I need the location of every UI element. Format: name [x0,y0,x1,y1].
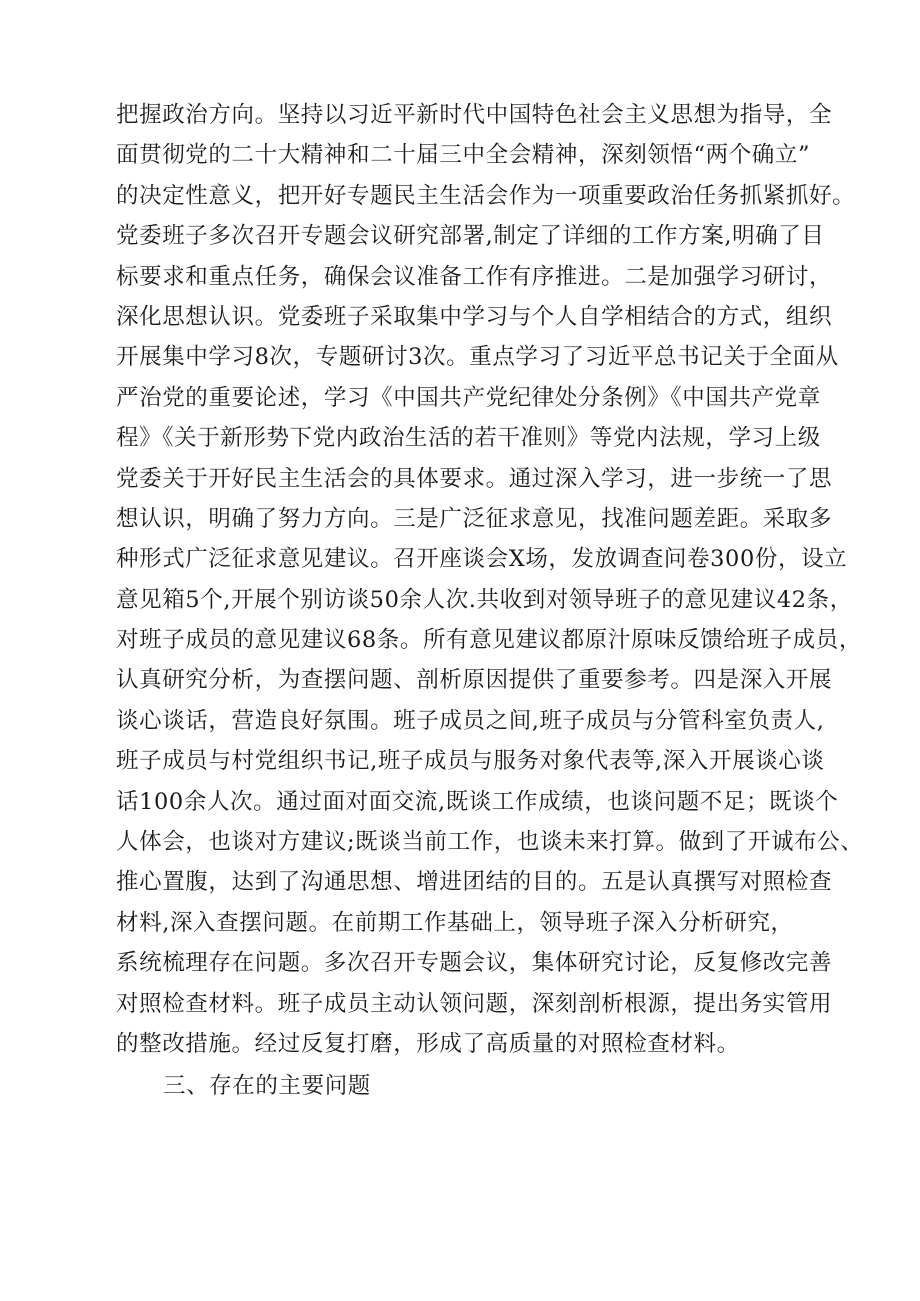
text-line: 谈心谈话，营造良好氛围。班子成员之间,班子成员与分管科室负责人, [116,707,825,734]
body-text [116,95,864,1107]
text-line: 推心置腹，达到了沟通思想、增进团结的目的。五是认真撰写对照检查 [116,869,833,896]
text-line: 党委班子多次召开专题会议研究部署,制定了详细的工作方案,明确了目 [116,223,825,250]
text-line: 的整改措施。经过反复打磨，形成了高质量的对照检查材料。 [116,1030,740,1057]
text-line: 严治党的重要论述，学习《中国共产党纪律处分条例》《中国共产党章 [116,384,821,411]
text-line: 意见箱5个,开展个别访谈50余人次.共收到对领导班子的意见建议42条， [116,586,853,613]
text-line: 材料,深入查摆问题。在前期工作基础上，领导班子深入分析研究， [116,909,794,936]
text-line: 把握政治方向。坚持以习近平新时代中国特色社会主义思想为指导，全 [116,102,833,128]
text-line: 系统梳理存在问题。多次召开专题会议，集体研究讨论，反复修改完善 [116,950,833,977]
text-line: 对照检查材料。班子成员主动认领问题，深刻剖析根源，提出务实管用 [116,990,833,1017]
text-line: 人体会，也谈对方建议;既谈当前工作，也谈未来打算。做到了开诚布公、 [116,829,864,856]
text-line: 党委关于开好民主生活会的具体要求。通过深入学习，进一步统一了思 [116,465,833,492]
text-line: 认真研究分析，为查摆问题、剖析原因提供了重要参考。四是深入开展 [116,667,833,694]
text-line: 标要求和重点任务，确保会议准备工作有序推进。二是加强学习研讨， [116,263,833,290]
text-line: 班子成员与村党组织书记,班子成员与服务对象代表等,深入开展谈心谈 [116,748,825,775]
text-line: 种形式广泛征求意见建议。召开座谈会X场，发放调查问卷300份，设立 [116,546,848,573]
text-line: 话100余人次。通过面对面交流,既谈工作成绩，也谈问题不足；既谈个 [116,788,839,815]
text-line: 深化思想认识。党委班子采取集中学习与个人自学相结合的方式，组织 [116,303,833,330]
text-line: 对班子成员的意见建议68条。所有意见建议都原汁原味反馈给班子成员， [116,627,862,654]
text-line: 开展集中学习8次，专题研讨3次。重点学习了习近平总书记关于全面从 [116,344,839,371]
text-line: 面贯彻党的二十大精神和二十届三中全会精神，深刻领悟“两个确立” [116,142,811,169]
text-line: 程》《关于新形势下党内政治生活的若干准则》等党内法规，学习上级 [116,425,821,452]
text-line: 的决定性意义，把开好专题民主生活会作为一项重要政治任务抓紧抓好。 [116,182,856,209]
section-heading: 三、存在的主要问题 [163,1073,371,1100]
text-line: 想认识，明确了努力方向。三是广泛征求意见，找准问题差距。采取多 [116,505,833,532]
